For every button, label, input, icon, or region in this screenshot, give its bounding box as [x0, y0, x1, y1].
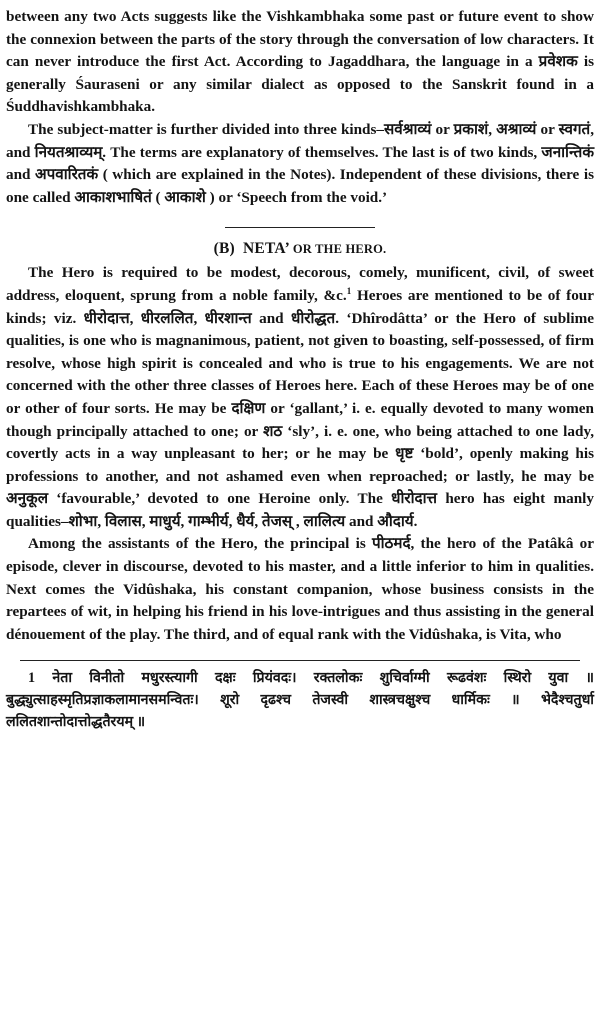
section-heading: [6, 238, 594, 260]
footnote: [6, 667, 594, 733]
footnote-number: 1: [28, 670, 36, 687]
paragraph-subject-matter: The subject-matter is further divided into three kinds–सर्वश्राव्यं or प्रकाशं, अश्राव्यं or स्वगतं, and नियतश्राव्यम्. The terms are explanatory of themselves. The last is of two kinds, जनान्तिकं and अपवारितकं ( which are explained in the Notes). Independent of these divisions, there is one called आकाशभाषितं ( आकाशे ) or ‘Speech from the void.’: [6, 120, 594, 206]
paragraph-hero-part2: Heroes are mentioned to be of four kinds; viz. धीरोदात्त, धीरललित, धीरशान्त and धीरोद्धत. ‘Dhîrodâtta’ or the Hero of sublime qualities, is one who is magnanimous, patient, not given to boasting, self-possessed, of firm resolve, whose high spirit is concealed and who is true to his engagements. We are not concerned with the other three classes of Heroes here. Each of these Heroes may be of one or other of four sorts. He may be दक्षिण or ‘gallant,’ i. e. equally devoted to many women though principally attached to one; or शठ ‘sly’, i. e. one, who being attached to one lady, covertly acts in a way unpleasant to her; or he may be धृष्ट ‘bold’, openly making his professions to another, and not ashamed even when reproached; or lastly, he may be अनुकूल ‘favourable,’ devoted to one Heroine only. The धीरोदात्त hero has eight manly qualities–शोभा, विलास, माधुर्य, गाम्भीर्य, धैर्य, तेजस् , लालित्य and औदार्य.: [6, 286, 594, 530]
paragraph-hero-part1: The Hero is required to be modest, decorous, comely, munificent, civil, of sweet address, eloquent, sprung from a noble family, &c.: [6, 264, 594, 304]
footnote-text: नेता विनीतो मधुरस्त्यागी दक्षः प्रियंवदः। रक्तलोकः शुचिर्वाग्मी रूढवंशः स्थिरो युवा ॥ बुद्ध्युत्साहस्मृतिप्रज्ञाकलामानसमन्वितः। शूरो दृढश्च तेजस्वी शास्त्रचक्षुश्च धार्मिकः ॥ भेदैश्चतुर्धा ललितशान्तोदात्तोद्धतैरयम् ॥: [6, 670, 594, 731]
paragraph-assistants: Among the assistants of the Hero, the principal is पीठमर्द, the hero of the Patâkâ or episode, clever in discourse, devoted to his master, and a little inferior to him in qualities. Next comes the Vidûshaka, his constant companion, whose business consists in the repartees of wit, in helping his friend in his love-intrigues and thus assisting in the general dénouement of the play. The third, and of equal rank with the Vidûshaka, is Vita, who: [6, 535, 594, 643]
section-heading-word: NETA’: [243, 240, 289, 258]
section-divider: [225, 227, 375, 228]
paragraph-prevesaka: between any two Acts suggests like the Vishkambhaka some past or future event to show the connexion between the parts of the story through the conversation of low characters. It can never introduce the first Act. According to Jagaddhara, the language in a प्रवेशक is generally Śauraseni or any similar dialect as opposed to the Sanskrit found in a Śuddhavishkambhaka.: [6, 8, 594, 116]
section-heading-label: (B): [213, 240, 235, 258]
section-heading-rest: OR THE HERO.: [292, 242, 387, 257]
footnote-divider: [20, 660, 580, 661]
footnote-marker: 1: [346, 285, 352, 296]
document-page: [6, 6, 594, 733]
paragraph-hero: [6, 262, 594, 533]
